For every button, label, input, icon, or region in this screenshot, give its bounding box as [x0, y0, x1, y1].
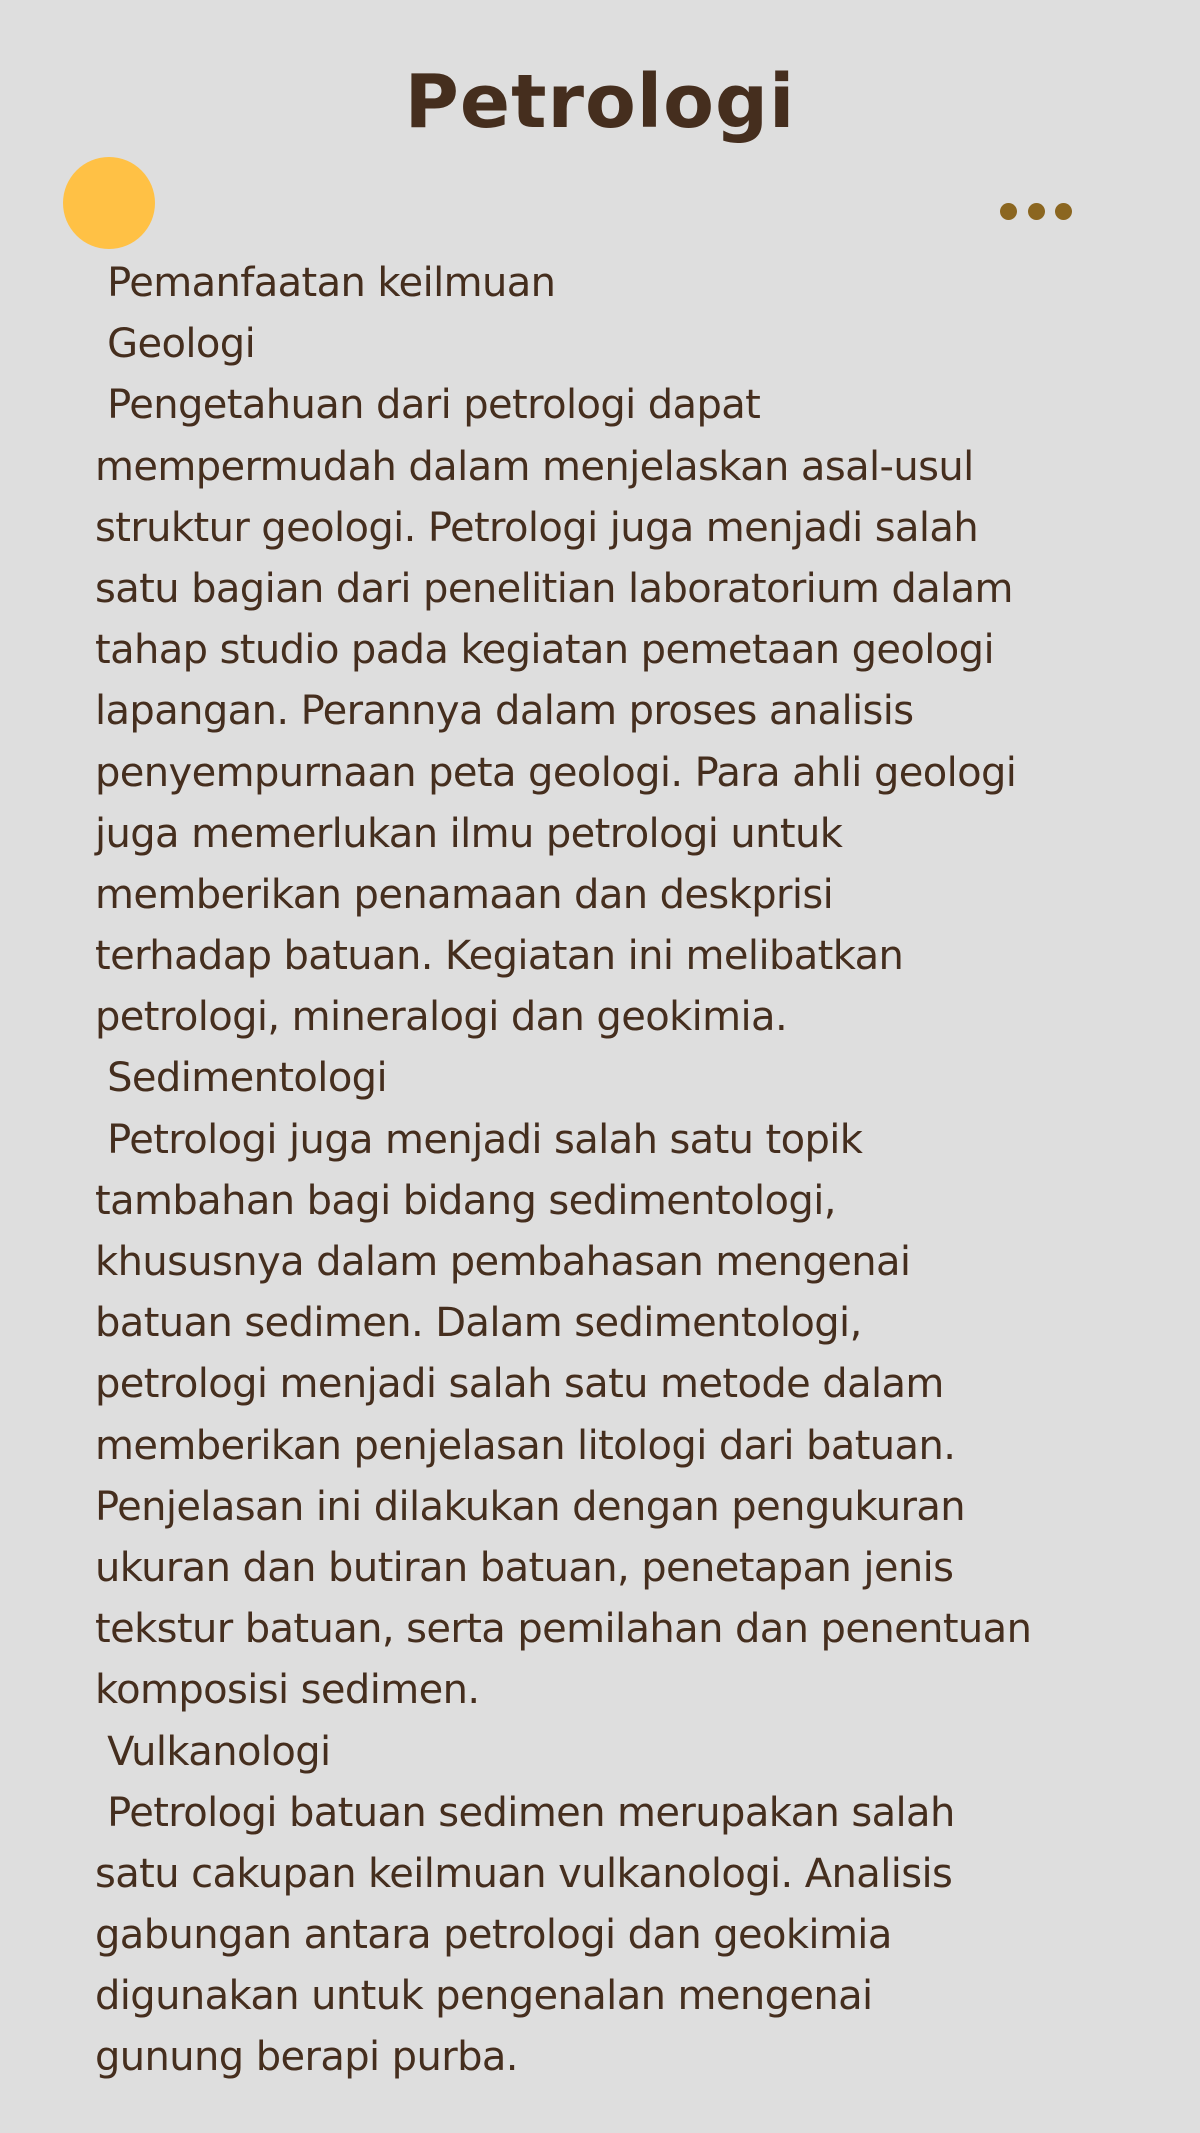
text-line: lapangan. Perannya dalam proses analisis [95, 688, 914, 735]
text-line: memberikan penjelasan litologi dari batuan. [95, 1422, 956, 1469]
dot [1000, 203, 1017, 220]
text-line: penyempurnaan peta geologi. Para ahli geologi [95, 749, 1017, 796]
text-line: Petrologi batuan sedimen merupakan salah [95, 1789, 955, 1836]
text-line: Pemanfaatan keilmuan [95, 260, 556, 306]
text-line: batuan sedimen. Dalam sedimentologi, [95, 1300, 862, 1347]
dot [1055, 203, 1072, 220]
text-line: terhadap batuan. Kegiatan ini melibatkan [95, 933, 904, 980]
text-line: satu cakupan keilmuan vulkanologi. Analisis [95, 1850, 953, 1897]
text-line: petrologi menjadi salah satu metode dalam [95, 1361, 944, 1408]
text-line: Geologi [95, 321, 256, 368]
text-line: khususnya dalam pembahasan mengenai [95, 1239, 911, 1285]
text-line: digunakan untuk pengenalan mengenai [95, 1973, 873, 2020]
text-line: juga memerlukan ilmu petrologi untuk [95, 810, 843, 857]
text-line: petrologi, mineralogi dan geokimia. [95, 994, 788, 1041]
dot [1028, 203, 1045, 220]
text-line: struktur geologi. Petrologi juga menjadi salah [95, 504, 979, 551]
body-text [95, 253, 1125, 2089]
text-line: Pengetahuan dari petrologi dapat [95, 382, 761, 429]
text-line: gunung berapi purba. [95, 2034, 518, 2081]
page-title: Petrologi [404, 59, 796, 145]
text-line: memberikan penamaan dan deskprisi [95, 871, 834, 918]
decorative-circle [63, 157, 155, 249]
text-line: Vulkanologi [95, 1728, 331, 1775]
text-line: Petrologi juga menjadi salah satu topik [95, 1116, 863, 1163]
text-line: tambahan bagi bidang sedimentologi, [95, 1177, 836, 1224]
text-line: mempermudah dalam menjelaskan asal-usul [95, 443, 974, 490]
text-line: gabungan antara petrologi dan geokimia [95, 1912, 892, 1959]
text-line: tekstur batuan, serta pemilahan dan penentuan [95, 1606, 1032, 1653]
text-line: satu bagian dari penelitian laboratorium dalam [95, 565, 1013, 612]
text-line: Sedimentologi [95, 1055, 387, 1102]
text-line: Penjelasan ini dilakukan dengan pengukuran [95, 1483, 965, 1530]
text-line: tahap studio pada kegiatan pemetaan geologi [95, 627, 994, 674]
more-dots-icon [1000, 202, 1072, 220]
text-line: komposisi sedimen. [95, 1667, 480, 1714]
text-line: ukuran dan butiran batuan, penetapan jenis [95, 1544, 954, 1591]
